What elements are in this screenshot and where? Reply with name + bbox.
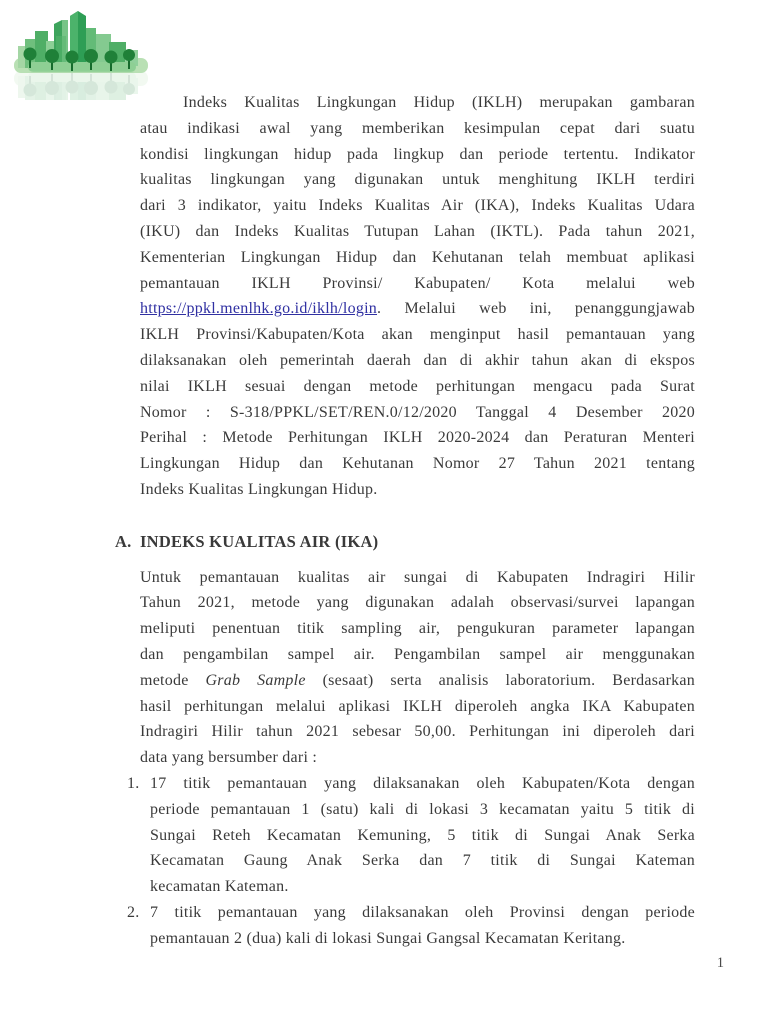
- text-segment: dilaksanakan oleh pemerintah daerah dan di akhir tahun akan di ekspos: [140, 351, 695, 369]
- text-line: [140, 116, 695, 142]
- text-segment: kondisi lingkungan hidup pada lingkup dan periode tertentu. Indikator: [140, 145, 695, 163]
- text-line: [140, 616, 695, 642]
- text-segment: metode: [140, 671, 206, 689]
- text-line: [140, 374, 695, 400]
- text-segment: nilai IKLH sesuai dengan metode perhitungan mengacu pada Surat: [140, 377, 695, 395]
- text-segment: Sungai Reteh Kecamatan Kemuning, 5 titik di Sungai Anak Serka: [150, 826, 695, 844]
- text-line: [140, 245, 695, 271]
- text-segment: Indragiri Hilir tahun 2021 sebesar 50,00. Perhitungan ini diperoleh dari: [140, 723, 695, 741]
- text-segment: (sesaat) serta analisis laboratorium. Berdasarkan: [305, 671, 696, 689]
- text-line: [140, 590, 695, 616]
- text-line: [150, 874, 695, 900]
- text-line: [150, 926, 695, 952]
- text-line: [140, 745, 695, 771]
- text-segment: IKLH Provinsi/Kabupaten/Kota akan menginput hasil pemantauan yang: [140, 326, 695, 344]
- text-line: [150, 797, 695, 823]
- text-line: [140, 142, 695, 168]
- list-item-2: [127, 900, 695, 952]
- text-segment: Nomor : S-318/PPKL/SET/REN.0/12/2020 Tanggal 4 Desember 2020: [140, 403, 695, 421]
- text-segment: periode pemantauan 1 (satu) kali di lokasi 3 kecamatan yaitu 5 titik di: [150, 800, 695, 818]
- text-segment: meliputi penentuan titik sampling air, pengukuran parameter lapangan: [140, 620, 695, 638]
- text-line: [150, 823, 695, 849]
- list-item-2-text: [150, 900, 695, 952]
- text-line: [140, 219, 695, 245]
- section-a-paragraph: [140, 565, 695, 771]
- text-segment: Lingkungan Hidup dan Kehutanan Nomor 27 Tahun 2021 tentang: [140, 455, 695, 473]
- text-segment: 7 titik pemantauan yang dilaksanakan oleh Provinsi dengan periode: [150, 903, 695, 921]
- text-segment: Tahun 2021, metode yang digunakan adalah observasi/survei lapangan: [140, 594, 695, 612]
- text-line: [150, 848, 695, 874]
- text-line: [150, 900, 695, 926]
- list-item-2-number: 2.: [127, 903, 140, 921]
- page-number: 1: [716, 955, 724, 971]
- iklh-login-link[interactable]: https://ppkl.menlhk.go.id/iklh/login: [140, 300, 378, 318]
- text-line: [150, 771, 695, 797]
- text-line: [140, 90, 695, 116]
- text-segment: atau indikasi awal yang memberikan kesimpulan cepat dari suatu: [140, 119, 695, 137]
- text-segment: Indeks Kualitas Lingkungan Hidup (IKLH) merupakan gambaran: [183, 94, 695, 111]
- text-segment: dan pengambilan sampel air. Pengambilan sampel air menggunakan: [140, 645, 695, 663]
- text-segment: Indeks Kualitas Lingkungan Hidup.: [140, 480, 378, 498]
- italic-text: Grab Sample: [205, 671, 306, 689]
- text-line: [140, 193, 695, 219]
- text-segment: . Melalui web ini, penanggungjawab: [377, 300, 695, 318]
- text-line: [140, 451, 695, 477]
- text-line: [140, 565, 695, 591]
- text-line: [140, 694, 695, 720]
- text-segment: (IKU) dan Indeks Kualitas Tutupan Lahan (IKTL). Pada tahun 2021,: [140, 222, 695, 240]
- text-segment: hasil perhitungan melalui aplikasi IKLH diperoleh angka IKA Kabupaten: [140, 697, 695, 715]
- text-line: [140, 425, 695, 451]
- text-segment: kecamatan Kateman.: [150, 878, 289, 896]
- text-line: [140, 668, 695, 694]
- text-line: [140, 322, 695, 348]
- section-a-title: INDEKS KUALITAS AIR (IKA): [140, 531, 379, 551]
- green-city-logo: [12, 6, 152, 100]
- text-line: [140, 400, 695, 426]
- text-segment: data yang bersumber dari :: [140, 749, 318, 767]
- text-segment: kualitas lingkungan yang digunakan untuk menghitung IKLH terdiri: [140, 171, 695, 189]
- list-item-1-text: [150, 771, 695, 900]
- text-line: [140, 167, 695, 193]
- text-segment: Untuk pemantauan kualitas air sungai di Kabupaten Indragiri Hilir: [140, 568, 695, 586]
- text-segment: pemantauan 2 (dua) kali di lokasi Sungai Gangsal Kecamatan Keritang.: [150, 929, 626, 947]
- text-line: [140, 719, 695, 745]
- text-line: [140, 348, 695, 374]
- text-line: [140, 642, 695, 668]
- text-segment: Kementerian Lingkungan Hidup dan Kehutanan telah membuat aplikasi: [140, 248, 695, 266]
- text-segment: pemantauan IKLH Provinsi/ Kabupaten/ Kota melalui web: [140, 274, 695, 292]
- text-segment: Kecamatan Gaung Anak Serka dan 7 titik di Sungai Kateman: [150, 852, 695, 870]
- section-a-marker: A.: [115, 531, 132, 551]
- text-line: [140, 296, 695, 322]
- text-segment: dari 3 indikator, yaitu Indeks Kualitas Air (IKA), Indeks Kualitas Udara: [140, 197, 695, 215]
- list-item-1: [127, 771, 695, 900]
- document-content: [115, 90, 696, 952]
- list-item-1-number: 1.: [127, 774, 140, 792]
- text-segment: Perihal : Metode Perhitungan IKLH 2020-2024 dan Peraturan Menteri: [140, 429, 695, 447]
- text-line: [140, 477, 695, 503]
- section-a-heading: [115, 529, 695, 555]
- intro-paragraph: [140, 90, 695, 503]
- text-segment: 17 titik pemantauan yang dilaksanakan oleh Kabupaten/Kota dengan: [150, 774, 695, 792]
- city-skyline-icon: [12, 6, 152, 100]
- text-line: [140, 271, 695, 297]
